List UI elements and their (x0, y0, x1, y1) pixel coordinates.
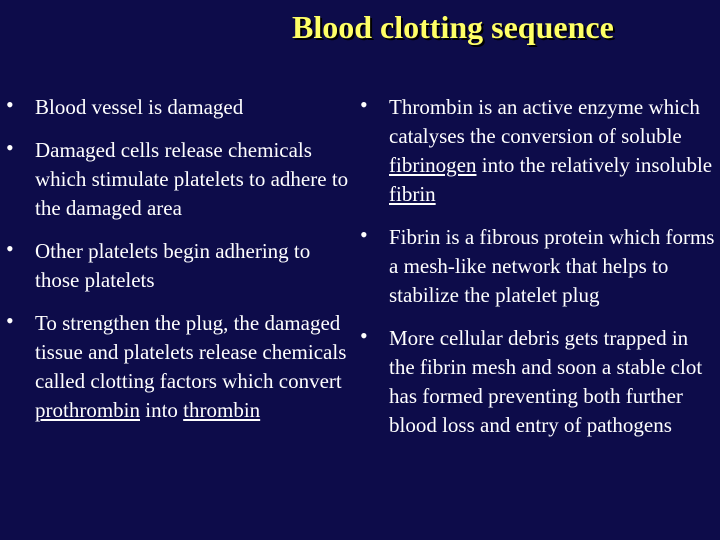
left-column (6, 93, 356, 439)
bullet-text: into the relatively insoluble (481, 153, 713, 177)
bullet-icon: • (6, 308, 14, 333)
bullet-item (360, 93, 716, 209)
bullet-text: Blood vessel is damaged (35, 95, 244, 119)
term-fibrinogen: fibrinogen (389, 153, 477, 177)
bullet-icon: • (360, 92, 368, 117)
bullet-item (6, 309, 356, 425)
bullet-item (360, 223, 716, 310)
bullet-item (360, 324, 716, 440)
term-thrombin: thrombin (183, 398, 261, 422)
bullet-text: Fibrin is a fibrous protein which forms a mesh-like network that helps to stabilize the platelet plug (389, 225, 715, 307)
bullet-icon: • (360, 323, 368, 348)
bullet-text: To strengthen the plug, the damaged tissue and platelets release chemicals called clotting factors which convert (35, 311, 347, 393)
term-fibrin: fibrin (389, 182, 436, 206)
bullet-text: More cellular debris gets trapped in the fibrin mesh and soon a stable clot has formed preventing both further blood loss and entry of pathogens (389, 326, 703, 437)
bullet-text: into (145, 398, 178, 422)
bullet-icon: • (360, 222, 368, 247)
bullet-text: Damaged cells release chemicals which stimulate platelets to adhere to the damaged area (35, 138, 349, 220)
bullet-icon: • (6, 236, 14, 261)
bullet-item (6, 93, 356, 122)
bullet-icon: • (6, 135, 14, 160)
bullet-item (6, 237, 356, 295)
bullet-text: Thrombin is an active enzyme which catalyses the conversion of soluble (389, 95, 700, 148)
bullet-text: Other platelets begin adhering to those platelets (35, 239, 311, 292)
bullet-item (6, 136, 356, 223)
bullet-icon: • (6, 92, 14, 117)
term-prothrombin: prothrombin (35, 398, 140, 422)
slide-title: Blood clotting sequence (292, 9, 614, 45)
right-column (360, 93, 716, 454)
